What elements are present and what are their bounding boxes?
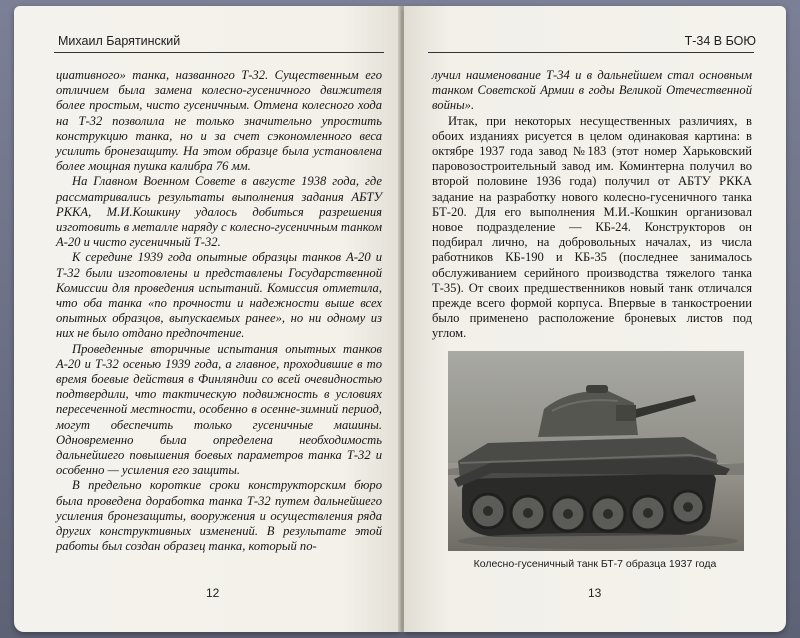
right-page-number: 13 <box>588 586 602 600</box>
right-header-rule <box>428 52 754 53</box>
bt7-tank-illustration <box>448 351 744 551</box>
left-paragraph-4: Проведенные вторичные испытания опытных танков А-20 и Т-32 осенью 1939 года, а главное, проходившие в то время боевые действия в Финляндии со всей очевидностью подтвердили, что тактическую подвижность в условиях пересеченной местности, особенно в осенне-зимний период, могут обеспечить только гусеничные машины. Одновременно была определена необходимость дальнейшего повышения боевых параметров танка Т-32 и особенно — усиления его защиты. <box>56 341 382 478</box>
right-running-head: Т-34 В БОЮ <box>684 34 756 48</box>
photo-caption: Колесно-гусеничный танк БТ-7 образца 1937 года <box>473 558 717 570</box>
right-page <box>404 6 786 632</box>
left-paragraph-2: На Главном Военном Совете в августе 1938 года, где рассматривались результаты выполнения задания АБТУ РККА, М.И.Кошкину удалось добиться разрешения изготовить в металле наряду с колесно-гусеничным танком А-20 и чисто гусеничный Т-32. <box>56 174 382 250</box>
left-page <box>14 6 400 632</box>
left-paragraph-3: К середине 1939 года опытные образцы танков А-20 и Т-32 были изготовлены и представлены Государственной Комиссии для проведения испытаний. Комиссия отметила, что оба танка «по прочности и надежности выше всех опытных образцов, выпускаемых ранее», но ни одному из них не было отдано предпочтение. <box>56 250 382 341</box>
right-page-text <box>432 68 752 342</box>
left-header-rule <box>54 52 384 53</box>
right-paragraph-1: Итак, при некоторых несущественных различиях, в обоих изданиях рисуется в целом одинаковая картина: в октябре 1937 года завод №183 (этот номер Харьковский паровозостроительный завод им. Коминтерна получил во второй половине 1936 года) получил от АБТУ РККА задание на разработку нового колесно-гусеничного танка БТ-20. Для его выполнения М.И.-Кошкин организовал новое подразделение — КБ-24. Конструкторов он подбирал лично, на добровольных началах, из числа работников КБ-190 и КБ-35 (последнее занималось обслуживанием серийного производства тяжелого танка Т-35). От своих предшественников новый танк отличался прежде всего формой корпуса. Впервые в танкостроении было применено расположение броневых листов под углом. <box>432 113 752 341</box>
left-page-number: 12 <box>206 586 220 600</box>
left-page-text <box>56 68 382 555</box>
right-lead-paragraph: лучил наименование Т-34 и в дальнейшем стал основным танком Советской Армии в годы Великой Отечественной войны». <box>432 68 752 113</box>
left-running-head: Михаил Барятинский <box>58 34 181 48</box>
tank-photo <box>448 351 744 551</box>
left-paragraph-5: В предельно короткие сроки конструкторским бюро была проведена доработка танка Т-32 путем дальнейшего усиления бронезащиты, вооружения и осуществления ряда других конструктивных изменений. В результате этой работы был создан образец танка, который по- <box>56 478 382 554</box>
left-paragraph-1: циативного» танка, названного Т-32. Существенным его отличием была замена колесно-гусеничного движителя более простым, чисто гусеничным. Отмена колесного хода на Т-32 позволила не только значительно упростить конструкцию танка, но и за счет сэкономленного веса усилить бронезащиту. На этом образце была установлена более мощная пушка калибра 76 мм. <box>56 68 382 174</box>
